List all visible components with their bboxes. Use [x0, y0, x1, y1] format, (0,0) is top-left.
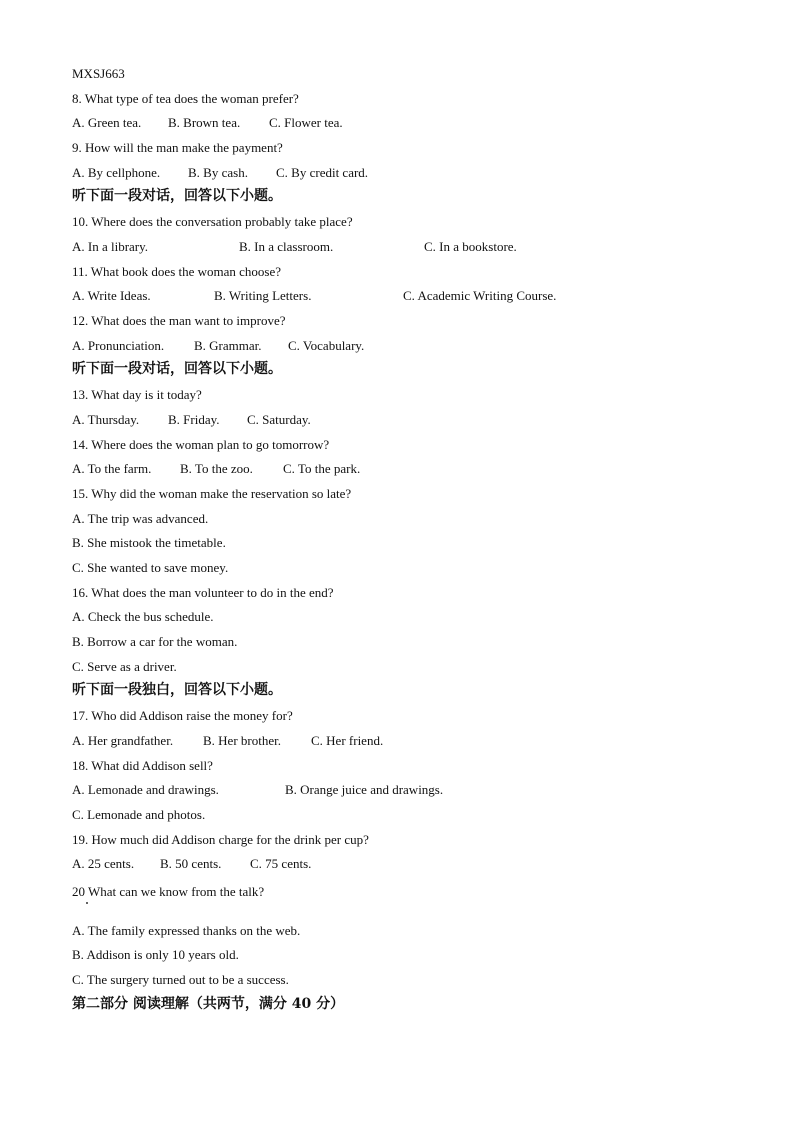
- question-17-options: [72, 733, 722, 749]
- option-a: A. Lemonade and drawings.: [72, 782, 219, 797]
- option-c: C. Lemonade and photos.: [72, 807, 206, 822]
- question-11: 11. What book does the woman choose?: [72, 264, 282, 279]
- section-header: 听下面一段独白，回答以下小题。: [72, 682, 282, 698]
- option-c: C. By credit card.: [276, 165, 369, 180]
- question-14: 14. Where does the woman plan to go tomorrow?: [72, 437, 330, 452]
- part-header: 第二部分 阅读理解（共两节，满分 40 分）: [72, 996, 345, 1012]
- question-8-options: [72, 115, 722, 131]
- option-c: C. Serve as a driver.: [72, 659, 177, 674]
- option-b: B. Brown tea.: [168, 115, 241, 130]
- option-c: C. In a bookstore.: [424, 239, 517, 254]
- stray-mark: [86, 902, 88, 904]
- option-a: A. By cellphone.: [72, 165, 161, 180]
- question-9: 9. How will the man make the payment?: [72, 140, 283, 155]
- option-c: C. To the park.: [283, 461, 361, 476]
- section-header: 听下面一段对话，回答以下小题。: [72, 361, 282, 377]
- question-10: 10. Where does the conversation probably take place?: [72, 214, 353, 229]
- question-18-options: [72, 782, 722, 798]
- option-a: A. Thursday.: [72, 412, 140, 427]
- option-a: A. To the farm.: [72, 461, 152, 476]
- question-19: 19. How much did Addison charge for the drink per cup?: [72, 832, 369, 847]
- option-c: C. Her friend.: [311, 733, 384, 748]
- option-b: B. Her brother.: [203, 733, 281, 748]
- question-9-options: [72, 165, 722, 181]
- option-c: C. Vocabulary.: [288, 338, 365, 353]
- question-12: 12. What does the man want to improve?: [72, 313, 286, 328]
- option-a: A. Write Ideas.: [72, 288, 151, 303]
- option-b: B. In a classroom.: [239, 239, 334, 254]
- doc-code: MXSJ663: [72, 66, 125, 81]
- option-b: B. To the zoo.: [180, 461, 253, 476]
- option-c: C. The surgery turned out to be a success.: [72, 972, 289, 987]
- section-header: 听下面一段对话，回答以下小题。: [72, 188, 282, 204]
- option-a: A. The family expressed thanks on the web.: [72, 923, 301, 938]
- question-20: 20 What can we know from the talk?: [72, 884, 265, 899]
- option-b: B. By cash.: [188, 165, 248, 180]
- option-c: C. She wanted to save money.: [72, 560, 229, 575]
- question-11-options: [72, 288, 722, 304]
- question-17: 17. Who did Addison raise the money for?: [72, 708, 293, 723]
- option-a: A. Check the bus schedule.: [72, 609, 214, 624]
- option-b: B. She mistook the timetable.: [72, 535, 226, 550]
- question-12-options: [72, 338, 722, 354]
- option-c: C. Saturday.: [247, 412, 311, 427]
- option-b: B. Borrow a car for the woman.: [72, 634, 238, 649]
- question-16: 16. What does the man volunteer to do in the end?: [72, 585, 334, 600]
- question-13: 13. What day is it today?: [72, 387, 202, 402]
- option-b: B. Addison is only 10 years old.: [72, 947, 239, 962]
- option-a: A. Her grandfather.: [72, 733, 174, 748]
- question-13-options: [72, 412, 722, 428]
- option-c: C. 75 cents.: [250, 856, 312, 871]
- question-8: 8. What type of tea does the woman prefer?: [72, 91, 299, 106]
- question-19-options: [72, 856, 722, 872]
- option-b: B. Grammar.: [194, 338, 262, 353]
- option-b: B. Writing Letters.: [214, 288, 312, 303]
- option-a: A. The trip was advanced.: [72, 511, 209, 526]
- option-c: C. Academic Writing Course.: [403, 288, 557, 303]
- option-b: B. Orange juice and drawings.: [285, 782, 444, 797]
- option-c: C. Flower tea.: [269, 115, 343, 130]
- question-18: 18. What did Addison sell?: [72, 758, 213, 773]
- option-b: B. 50 cents.: [160, 856, 222, 871]
- option-a: A. Pronunciation.: [72, 338, 165, 353]
- question-10-options: [72, 239, 722, 255]
- question-15: 15. Why did the woman make the reservation so late?: [72, 486, 352, 501]
- option-b: B. Friday.: [168, 412, 220, 427]
- option-a: A. 25 cents.: [72, 856, 135, 871]
- option-a: A. Green tea.: [72, 115, 142, 130]
- option-a: A. In a library.: [72, 239, 149, 254]
- question-14-options: [72, 461, 722, 477]
